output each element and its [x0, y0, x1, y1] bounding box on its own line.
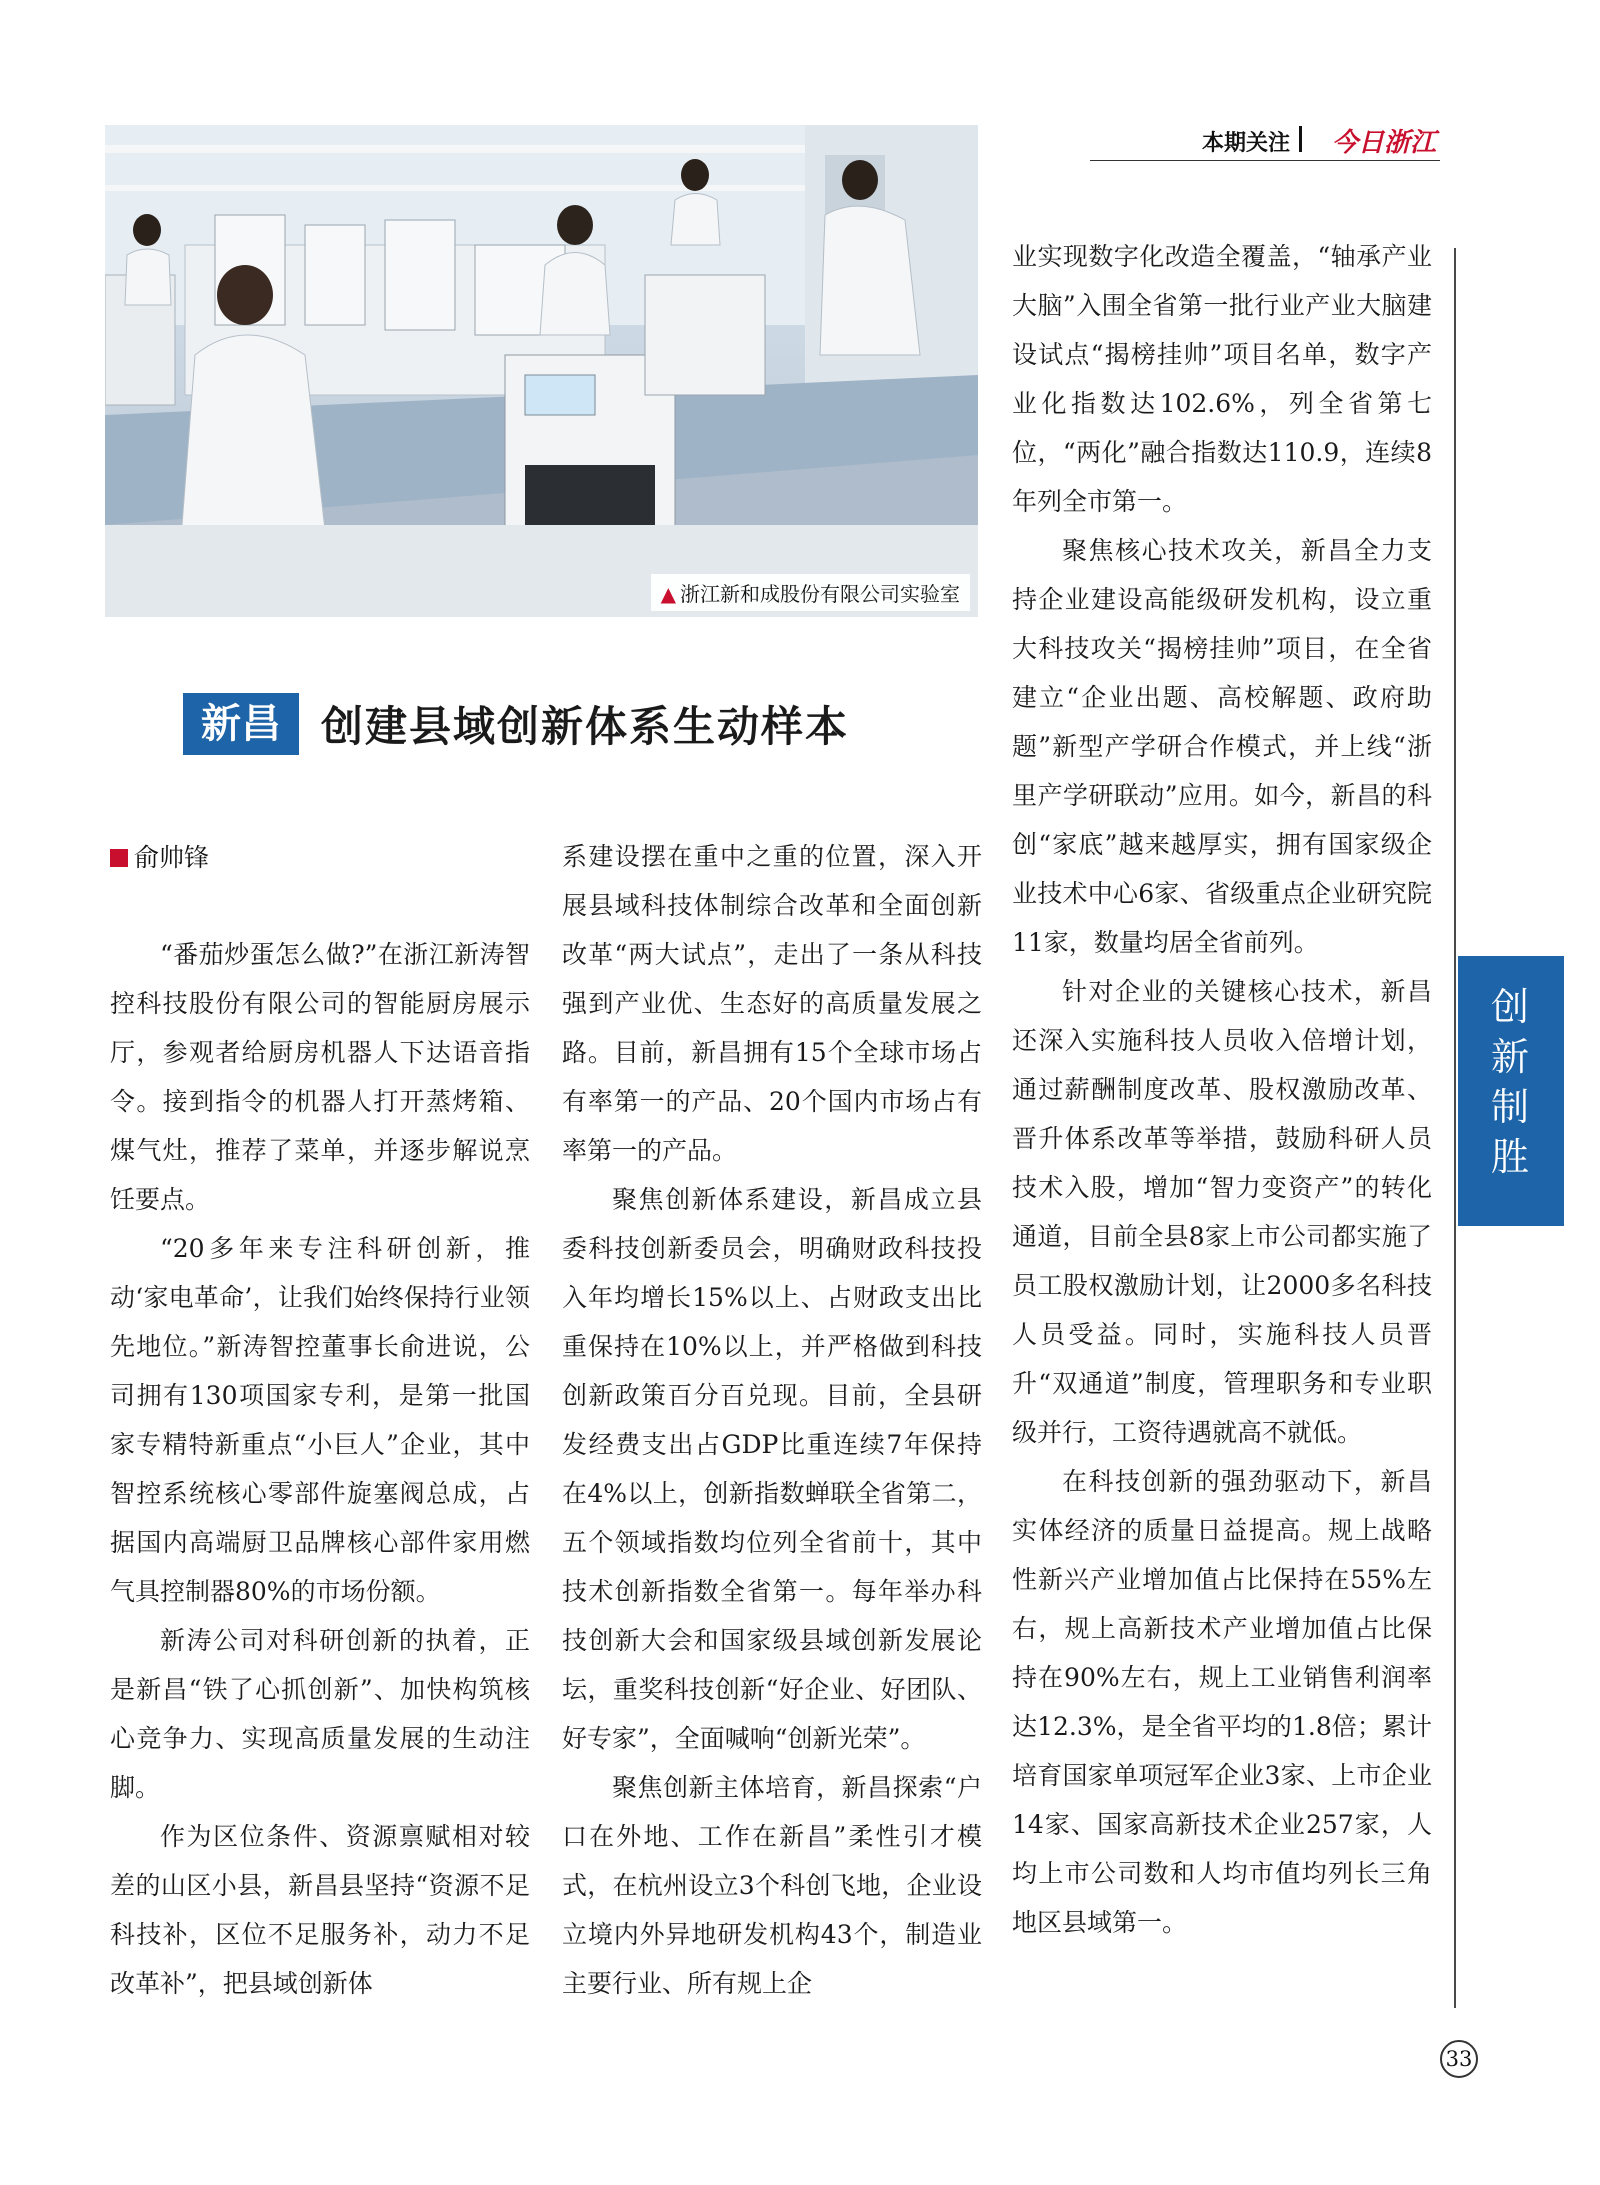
page-number: 33 — [1440, 2040, 1478, 2078]
section-side-tab — [1458, 956, 1564, 1226]
side-tab-char: 胜 — [1490, 1135, 1531, 1179]
side-tab-char: 新 — [1490, 1035, 1531, 1079]
text-column-3 — [1012, 232, 1432, 1947]
side-tab-char: 创 — [1490, 985, 1531, 1029]
paragraph: 聚焦创新体系建设，新昌成立县委科技创新委员会，明确财政科技投入年均增长15%以上、占财政支出比重保持在10%以上，并严格做到科技创新政策百分百兑现。目前，全县研发经费支出占GDP比重连续7年保持在4%以上，创新指数蝉联全省第二，五个领域指数均位列全省前十，其中技术创新指数全省第一。每年举办科技创新大会和国家级县域创新发展论坛，重奖科技创新“好企业、好团队、好专家”，全面喊响“创新光荣”。 — [562, 1185, 982, 1753]
paragraph: 在科技创新的强劲驱动下，新昌实体经济的质量日益提高。规上战略性新兴产业增加值占比保持在55%左右，规上高新技术产业增加值占比保持在90%左右，规上工业销售利润率达12.3%，是全省平均的1.8倍；累计培育国家单项冠军企业3家、上市企业14家、国家高新技术企业257家，人均上市公司数和人均市值均列长三角地区县域第一。 — [1012, 1467, 1432, 1937]
paragraph-continued: 系建设摆在重中之重的位置，深入开展县域科技体制综合改革和全面创新改革“两大试点”，走出了一条从科技强到产业优、生态好的高质量发展之路。目前，新昌拥有15个全球市场占有率第一的产品、20个国内市场占有率第一的产品。 — [562, 842, 982, 1165]
lab-scene-illustration — [105, 125, 978, 617]
right-rule — [1454, 248, 1456, 2008]
magazine-logo: 今日浙江 — [1331, 128, 1436, 158]
paragraph: 作为区位条件、资源禀赋相对较差的山区小县，新昌县坚持“资源不足科技补，区位不足服务补，动力不足改革补”，把县域创新体 — [110, 1822, 530, 1998]
text-column-2 — [562, 832, 982, 2008]
author-line — [110, 838, 209, 874]
paragraph: 聚焦创新主体培育，新昌探索“户口在外地、工作在新昌”柔性引才模式，在杭州设立3个科创飞地，企业设立境内外异地研发机构43个，制造业主要行业、所有规上企 — [562, 1773, 982, 1998]
author-name: 俞帅锋 — [134, 843, 210, 872]
caption-triangle-icon: ▲ — [660, 582, 676, 606]
paragraph-continued: 业实现数字化改造全覆盖，“轴承产业大脑”入围全省第一批行业产业大脑建设试点“揭榜挂帅”项目名单，数字产业化指数达102.6%，列全省第七位，“两化”融合指数达110.9，连续8年列全市第一。 — [1012, 242, 1432, 516]
author-marker-icon — [110, 849, 128, 867]
masthead — [1090, 122, 1440, 161]
section-label: 本期关注 — [1201, 131, 1290, 156]
lab-photo — [105, 125, 978, 617]
paragraph: “番茄炒蛋怎么做?”在浙江新涛智控科技股份有限公司的智能厨房展示厅，参观者给厨房机器人下达语音指令。接到指令的机器人打开蒸烤箱、煤气灶，推荐了菜单，并逐步解说烹饪要点。 — [110, 940, 530, 1214]
paragraph: “20多年来专注科研创新，推动‘家电革命’，让我们始终保持行业领先地位。”新涛智控董事长俞进说，公司拥有130项国家专利，是第一批国家专精特新重点“小巨人”企业，其中智控系统核心零部件旋塞阀总成，占据国内高端厨卫品牌核心部件家用燃气具控制器80%的市场份额。 — [110, 1234, 530, 1606]
masthead-divider — [1299, 126, 1302, 152]
paragraph: 针对企业的关键核心技术，新昌还深入实施科技人员收入倍增计划，通过薪酬制度改革、股权激励改革、晋升体系改革等举措，鼓励科研人员技术入股，增加“智力变资产”的转化通道，目前全县8家上市公司都实施了员工股权激励计划，让2000多名科技人员受益。同时，实施科技人员晋升“双通道”制度，管理职务和专业职级并行，工资待遇就高不就低。 — [1012, 977, 1432, 1447]
paragraph: 新涛公司对科研创新的执着，正是新昌“铁了心抓创新”、加快构筑核心竞争力、实现高质量发展的生动注脚。 — [110, 1626, 530, 1802]
side-tab-char: 制 — [1490, 1085, 1531, 1129]
side-tab-label — [1458, 982, 1564, 1182]
paragraph: 聚焦核心技术攻关，新昌全力支持企业建设高能级研发机构，设立重大科技攻关“揭榜挂帅”项目，在全省建立“企业出题、高校解题、政府助题”新型产学研合作模式，并上线“浙里产学研联动”应用。如今，新昌的科创“家底”越来越厚实，拥有国家级企业技术中心6家、省级重点企业研究院11家，数量均居全省前列。 — [1012, 536, 1432, 957]
text-column-1 — [110, 930, 530, 2008]
article-title-block — [183, 693, 849, 755]
article-title: 创建县域创新体系生动样本 — [321, 702, 850, 751]
location-tag: 新昌 — [183, 693, 299, 755]
photo-caption: ▲ 浙江新和成股份有限公司实验室 — [651, 574, 970, 611]
